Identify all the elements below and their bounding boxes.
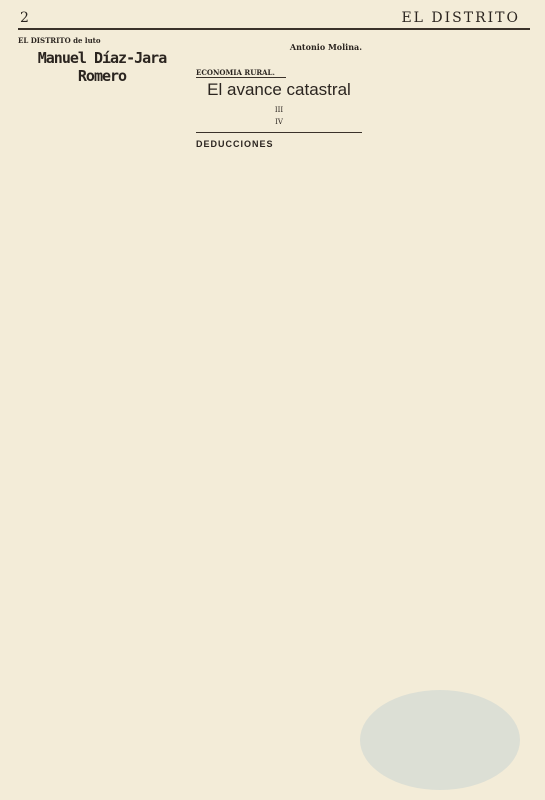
obituary-title: Manuel Díaz-Jara Romero — [37, 49, 167, 85]
newspaper-title: EL DISTRITO — [401, 10, 520, 26]
article-signature: Antonio Molina. — [289, 42, 362, 52]
obituary-section-label: EL DISTRITO de luto — [18, 36, 101, 45]
economia-rural-label: ECONOMIA RURAL. — [196, 68, 286, 78]
article-title: El avance catastral — [207, 80, 351, 99]
section-divider — [196, 132, 362, 133]
section-numeral-iii: III — [274, 106, 284, 114]
paper-stain — [360, 690, 520, 790]
section-numeral-iv: IV — [275, 118, 283, 126]
deducciones-heading: DEDUCCIONES — [196, 139, 274, 149]
column-right — [372, 36, 532, 788]
page-number: 2 — [20, 10, 29, 26]
page-header — [18, 10, 530, 30]
column-left — [18, 36, 186, 788]
column-middle — [196, 36, 362, 788]
